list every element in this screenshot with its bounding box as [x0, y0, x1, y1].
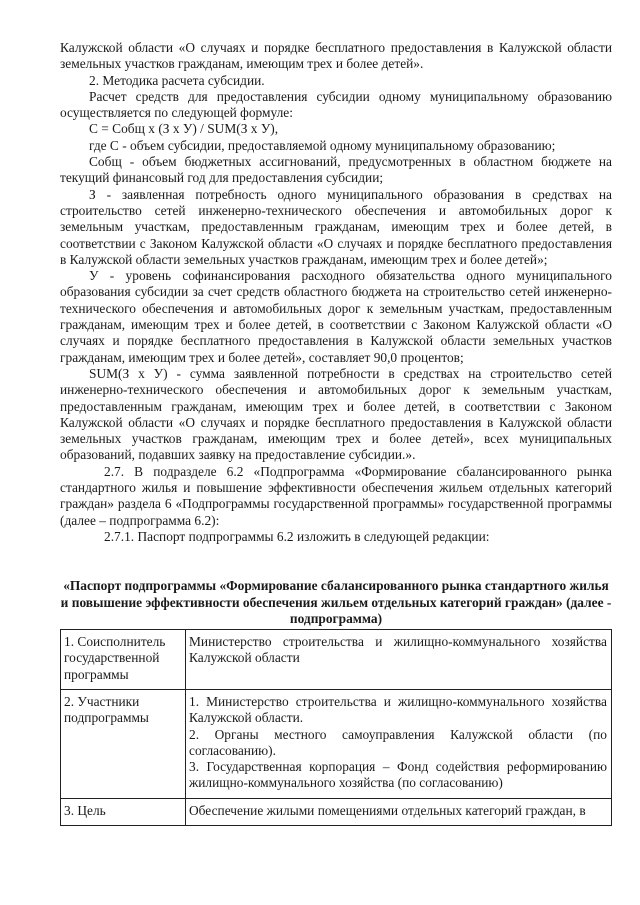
- table-row: [61, 630, 612, 690]
- body-paragraph: 2.7. В подразделе 6.2 «Подпрограмма «Формирование сбалансированного рынка стандартного жилья и повышение эффективности обеспечения жильем отдельных категорий граждан» раздела 6 «Подпрограммы государственной программы» государственной программы (далее – подпрограмма 6.2):: [60, 463, 612, 528]
- row-label: 2. Участники подпрограммы: [61, 689, 186, 798]
- body-paragraph: У - уровень софинансирования расходного обязательства одного муниципального образования субсидии за счет средств областного бюджета на строительство сетей инженерно-технического обеспечения и автомобильных дорог к земельным участкам, предоставленным гражданам, имеющим трех и более детей, в соответствии с Законом Калужской области «О случаях и порядке бесплатного предоставления в Калужской области земельных участков гражданам, имеющим трех и более детей», составляет 90,0 процентов;: [60, 268, 612, 365]
- passport-title: «Паспорт подпрограммы «Формирование сбалансированного рынка стандартного жилья и повышение эффективности обеспечения жильем отдельных категорий граждан» (далее - подпрограмма): [60, 578, 612, 626]
- body-paragraph: где С - объем субсидии, предоставляемой одному муниципальному образованию;: [89, 137, 556, 153]
- body-paragraph: С = Собщ х (З х У) / SUM(З х У),: [89, 121, 279, 137]
- spacer: [60, 545, 612, 578]
- table-row: [61, 689, 612, 798]
- body-paragraph: Калужской области «О случаях и порядке бесплатного предоставления в Калужской области земельных участков гражданам, имеющим трех и более детей».: [60, 40, 612, 72]
- body-paragraph: Собщ - объем бюджетных ассигнований, предусмотренных в областном бюджете на текущий финансовый год для предоставления субсидии;: [60, 154, 612, 186]
- cell-line: 1. Министерство строительства и жилищно-коммунального хозяйства Калужской области.: [189, 693, 607, 726]
- passport-table: [60, 629, 612, 826]
- cell-line: Обеспечение жилыми помещениями отдельных категорий граждан, в: [189, 802, 586, 818]
- cell-line: 3. Государственная корпорация – Фонд содействия реформированию жилищно-коммунального хозяйства (по согласованию): [189, 759, 607, 791]
- cell-line: Министерство строительства и жилищно-коммунального хозяйства Калужской области: [189, 634, 607, 666]
- body-paragraph: 2. Методика расчета субсидии.: [89, 72, 265, 88]
- row-value: [186, 689, 612, 798]
- document-page: [60, 40, 612, 826]
- body-text: [60, 40, 612, 545]
- table-row: [61, 798, 612, 825]
- row-value: [186, 630, 612, 690]
- body-paragraph: SUM(З х У) - сумма заявленной потребности в средствах на строительство сетей инженерно-технического обеспечения и автомобильных дорог к земельным участкам, предоставленным гражданам, имеющим трех и более детей, в соответствии с Законом Калужской области «О случаях и порядке бесплатного предоставления в Калужской области земельных участков гражданам, имеющим трех и более детей», всех муниципальных образований, подавших заявку на предоставление субсидии.».: [60, 365, 612, 463]
- body-paragraph: З - заявленная потребность одного муниципального образования в средствах на строительство сетей инженерно-технического обеспечения и автомобильных дорог к земельным участкам, предоставленным гражданам, имеющим трех и более детей, в соответствии с Законом Калужской области «О случаях и порядке бесплатного предоставления в Калужской области земельных участков гражданам, имеющим трех и более детей»;: [60, 186, 612, 267]
- row-label: 1. Соисполнитель государственной программы: [61, 630, 186, 690]
- row-value: [186, 798, 612, 825]
- body-paragraph: Расчет средств для предоставления субсидии одному муниципальному образованию осуществляется по следующей формуле:: [60, 88, 612, 121]
- row-label: 3. Цель: [61, 798, 186, 825]
- cell-line: 2. Органы местного самоуправления Калужской области (по согласованию).: [189, 726, 607, 758]
- body-paragraph: 2.7.1. Паспорт подпрограммы 6.2 изложить в следующей редакции:: [104, 528, 490, 544]
